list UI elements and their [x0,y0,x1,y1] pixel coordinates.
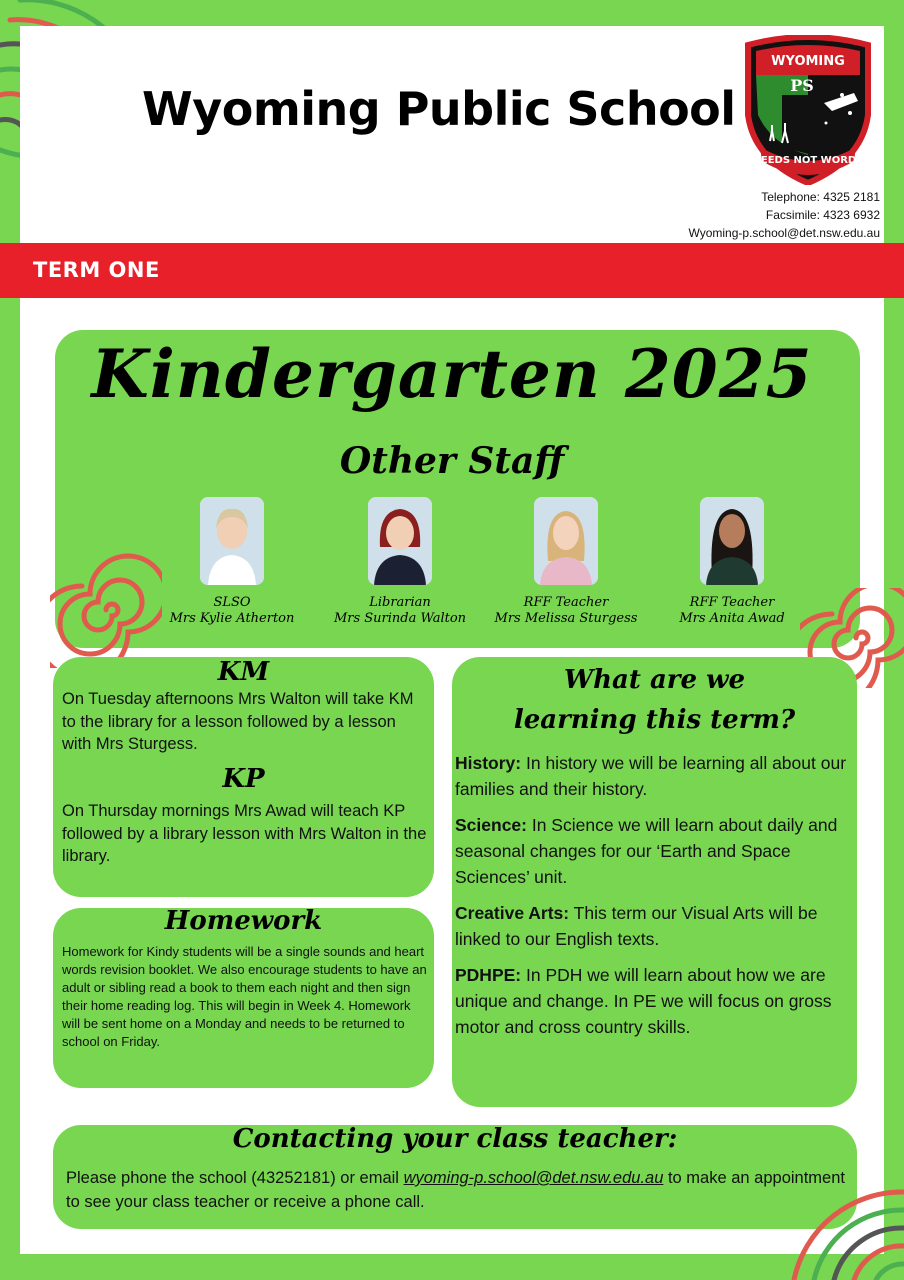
homework-heading: Homework [164,906,323,936]
subject-label: History: [455,753,522,773]
km-heading: KM [217,657,270,687]
other-staff-subtitle: Other Staff [339,440,565,482]
learning-heading [452,660,857,740]
staff-role: RFF Teacher [523,595,609,610]
term-banner [0,243,904,298]
subject-text: In history we will be learning all about our families and their history. [455,753,847,799]
staff-role: SLSO [213,595,251,610]
staff-role: RFF Teacher [689,595,775,610]
subject-label: Science: [455,815,527,835]
swirl-decoration-bottom-right [784,1178,904,1280]
contact-email-link[interactable]: wyoming-p.school@det.nsw.edu.au [403,1169,664,1187]
contact-heading: Contacting your class teacher: [232,1124,678,1154]
learning-item-science [455,812,853,890]
staff-member [647,497,817,627]
term-label: TERM ONE [33,258,160,282]
staff-member [147,497,317,627]
staff-member [315,497,485,627]
staff-role: Librarian [369,595,431,610]
crest-monogram: PS [790,76,814,95]
staff-name: Mrs Surinda Walton [333,611,467,626]
subject-label: Creative Arts: [455,903,570,923]
contact-text [66,1166,846,1214]
crest-school-text: WYOMING [771,54,845,69]
staff-name: Mrs Anita Awad [679,611,785,626]
staff-photo [200,497,264,585]
learning-item-history [455,750,853,802]
school-crest-logo [742,35,874,185]
staff-photo [700,497,764,585]
crest-motto: DEEDS NOT WORDS [752,155,864,166]
staff-name: Mrs Kylie Atherton [169,611,295,626]
km-text: On Tuesday afternoons Mrs Walton will take KM to the library for a lesson followed by a lesson with Mrs Sturgess. [62,690,414,753]
school-name: Wyoming Public School [142,82,736,136]
staff-name: Mrs Melissa Sturgess [494,611,638,626]
learning-heading-line-1: What are we [563,665,746,695]
learning-item-pdhpe [455,962,853,1040]
kp-text: On Thursday mornings Mrs Awad will teach KP followed by a library lesson with Mrs Walton in the library. [62,802,427,865]
facsimile: Facsimile: 4323 6932 [765,208,880,222]
school-contact-details [688,188,880,242]
subject-text: In PDH we will learn about how we are unique and change. In PE we will focus on gross motor and cross country skills. [455,965,832,1037]
subject-text: This term our Visual Arts will be linked to our English texts. [455,903,818,949]
swirl-decoration-left [50,552,162,668]
homework-text: Homework for Kindy students will be a single sounds and heart words revision booklet. We also encourage students to have an adult or sibling read a book to them each night and then sign their home reading log. This will begin in Week 4. Homework will be sent home on a Monday and needs to be returned to school on Friday. [62,944,427,1049]
learning-item-creative-arts [455,900,853,952]
staff-photo [534,497,598,585]
learning-heading-line-2: learning this term? [513,705,796,735]
school-email[interactable]: Wyoming-p.school@det.nsw.edu.au [688,226,880,240]
subject-text: In Science we will learn about daily and seasonal changes for our ‘Earth and Space Sciences’ unit. [455,815,838,887]
contact-text-after: to make an appointment to see your class teacher or receive a phone call. [66,1169,845,1211]
staff-member [481,497,651,627]
kp-heading: KP [222,764,265,794]
staff-photo [368,497,432,585]
telephone: Telephone: 4325 2181 [761,190,880,204]
contact-text-before: Please phone the school (43252181) or email [66,1169,404,1187]
learning-list [455,750,853,1050]
subject-label: PDHPE: [455,965,522,985]
kindergarten-title: Kindergarten 2025 [91,335,813,413]
